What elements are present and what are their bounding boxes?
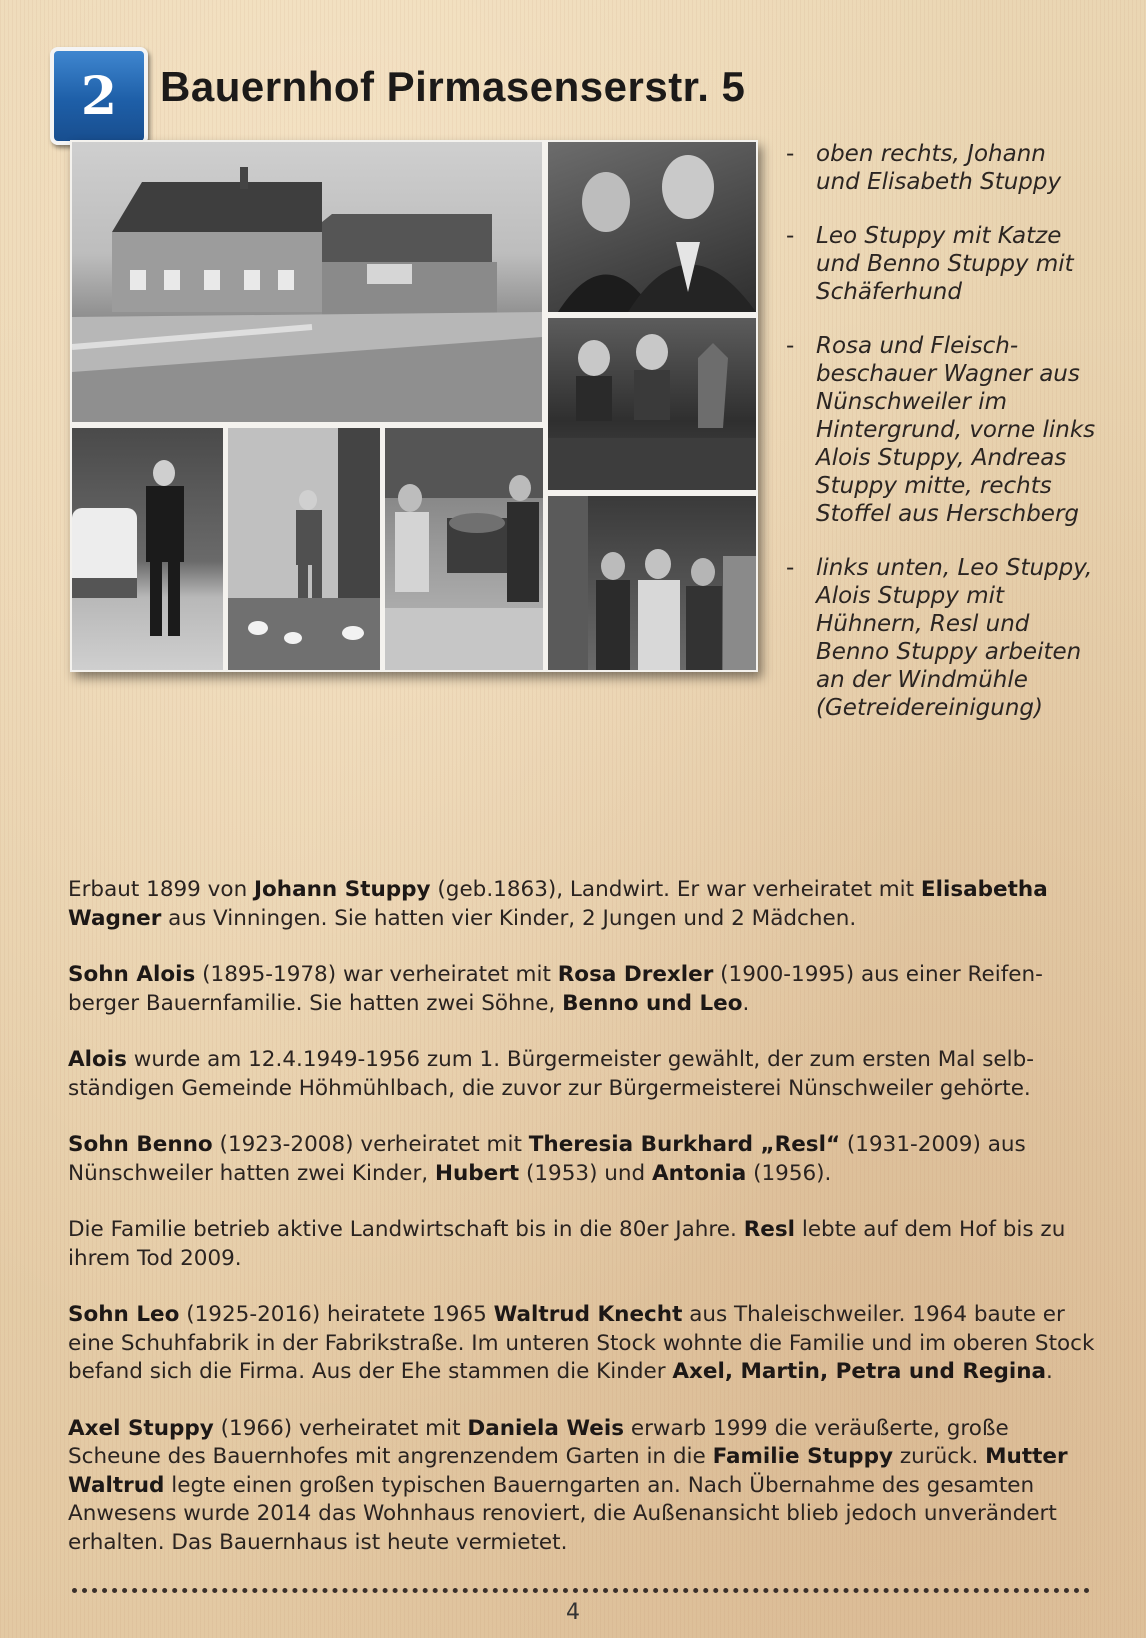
paragraph-text: aus Thaleischweiler. 1964 baute er eine Schuhfabrik in der Fabrikstraße. Im unteren Stock wohnte die Familie und im oberen Stock befand sich die Firma. Aus der Ehe stammen die Kinder bbox=[68, 1302, 1095, 1384]
caption-item: - Rosa und Fleisch-beschauer Wagner aus Nünschweiler im Hintergrund, vorne links Alois Stuppy, Andreas Stuppy mitte, rechts Stoffel aus Herschberg bbox=[786, 333, 1096, 527]
paragraph-text: (1900-1995) aus einer Reifen-berger Bauernfamilie. Sie hatten zwei Söhne, bbox=[68, 962, 1043, 1016]
caption-text: links unten, Leo Stuppy, Alois Stuppy mit Hühnern, Resl und Benno Stuppy arbeiten an der Windmühle (Getreidereinigung) bbox=[816, 555, 1093, 721]
man-with-chickens-photo bbox=[228, 428, 380, 670]
paragraph-text: Erbaut 1899 von bbox=[68, 877, 255, 902]
paragraph-text: legte einen großen typischen Bauerngarten an. Nach Übernahme des gesamten Anwesens wurde 2014 das Wohnhaus renoviert, die Außenansicht blieb jedoch unverändert erhalten. Das Bauernhaus ist heute vermietet. bbox=[68, 1472, 1057, 1555]
bold-name-text: Sohn Benno bbox=[68, 1132, 213, 1157]
page-number: 4 bbox=[566, 1600, 580, 1625]
caption-text: oben rechts, Johann und Elisabeth Stuppy bbox=[816, 141, 1062, 195]
body-paragraph bbox=[68, 1131, 1098, 1188]
bold-name-text: Waltrud Knecht bbox=[493, 1302, 683, 1327]
bold-name-text: Daniela Weis bbox=[467, 1415, 625, 1441]
body-paragraph bbox=[68, 1415, 1098, 1558]
paragraph-text: . bbox=[1046, 1359, 1053, 1384]
paragraph-text: erwarb 1999 die veräußerte, große Scheune des Bauernhofes mit angrenzendem Garten in die bbox=[68, 1415, 1009, 1469]
body-paragraph bbox=[68, 961, 1098, 1018]
body-paragraph bbox=[68, 1216, 1098, 1273]
body-paragraph bbox=[68, 876, 1098, 933]
body-paragraph bbox=[68, 1046, 1098, 1103]
bold-name-text: Sohn Alois bbox=[68, 962, 196, 987]
history-text bbox=[68, 876, 1098, 1585]
dotted-divider bbox=[72, 1588, 1090, 1593]
paragraph-text: (1931-2009) aus Nünschweiler hatten zwei Kinder, bbox=[68, 1132, 1026, 1186]
paragraph-text: aus Vinningen. Sie hatten vier Kinder, 2 Jungen und 2 Mädchen. bbox=[161, 905, 857, 931]
caption-item: - oben rechts, Johann und Elisabeth Stuppy bbox=[786, 141, 1062, 195]
page-title: Bauernhof Pirmasenserstr. 5 bbox=[160, 63, 746, 110]
paragraph-text: wurde am 12.4.1949-1956 zum 1. Bürgermeister gewählt, der zum ersten Mal selb-ständigen Gemeinde Höhmühlbach, die zuvor zur Bürgermeisterei Nünschweiler gehörte. bbox=[68, 1047, 1035, 1101]
paragraph-text: Die Familie betrieb aktive Landwirtschaft bis in die 80er Jahre. bbox=[68, 1217, 744, 1242]
body-paragraph bbox=[68, 1301, 1098, 1387]
bold-name-text: Antonia bbox=[652, 1160, 747, 1186]
bold-name-text: Elisabetha Wagner bbox=[68, 877, 1048, 931]
bold-name-text: Theresia Burkhard „Resl“ bbox=[528, 1132, 841, 1157]
photo-collage bbox=[70, 140, 758, 672]
windmill-work-photo bbox=[385, 428, 543, 670]
bold-name-text: Axel, Martin, Petra und Regina bbox=[672, 1359, 1047, 1384]
paragraph-text: (1966) verheiratet mit bbox=[213, 1415, 468, 1441]
bold-name-text: Alois bbox=[68, 1047, 127, 1072]
caption-text: Leo Stuppy mit Katze und Benno Stuppy mit Schäferhund bbox=[816, 223, 1074, 305]
section-number-badge bbox=[50, 47, 148, 145]
bold-name-text: Rosa Drexler bbox=[557, 962, 714, 987]
bold-name-text: Familie Stuppy bbox=[712, 1444, 893, 1469]
group-photo bbox=[548, 496, 756, 670]
caption-item: - links unten, Leo Stuppy, Alois Stuppy mit Hühnern, Resl und Benno Stuppy arbeiten an der Windmühle (Getreidereinigung) bbox=[786, 555, 1093, 721]
photo-captions bbox=[786, 140, 1096, 748]
paragraph-text: (1923-2008) verheiratet mit bbox=[212, 1132, 529, 1157]
caption-item: - Leo Stuppy mit Katze und Benno Stuppy mit Schäferhund bbox=[786, 223, 1074, 305]
paragraph-text: (1895-1978) war verheiratet mit bbox=[195, 962, 558, 987]
children-with-dog-photo bbox=[548, 318, 756, 490]
bold-name-text: Mutter Waltrud bbox=[68, 1444, 1068, 1498]
paragraph-text: (geb.1863), Landwirt. Er war verheiratet mit bbox=[430, 877, 921, 902]
man-by-car-photo bbox=[72, 428, 223, 670]
paragraph-text: (1925-2016) heiratete 1965 bbox=[179, 1302, 494, 1327]
paragraph-text: (1956). bbox=[746, 1160, 832, 1186]
bold-name-text: Sohn Leo bbox=[68, 1302, 180, 1327]
caption-text: Rosa und Fleisch-beschauer Wagner aus Nünschweiler im Hintergrund, vorne links Alois Stuppy, Andreas Stuppy mitte, rechts Stoffel aus Herschberg bbox=[816, 333, 1096, 527]
bold-name-text: Axel Stuppy bbox=[68, 1415, 214, 1441]
paragraph-text: . bbox=[742, 990, 750, 1016]
bold-name-text: Benno und Leo bbox=[562, 990, 743, 1016]
couple-portrait-photo bbox=[548, 142, 756, 312]
bold-name-text: Johann Stuppy bbox=[254, 877, 431, 902]
paragraph-text: (1953) und bbox=[519, 1160, 653, 1186]
bold-name-text: Resl bbox=[743, 1217, 796, 1242]
bold-name-text: Hubert bbox=[434, 1160, 520, 1186]
paragraph-text: zurück. bbox=[892, 1444, 986, 1469]
paragraph-text: lebte auf dem Hof bis zu ihrem Tod 2009. bbox=[68, 1217, 1066, 1271]
section-number: 2 bbox=[80, 65, 118, 127]
farmhouse-photo bbox=[72, 142, 542, 422]
